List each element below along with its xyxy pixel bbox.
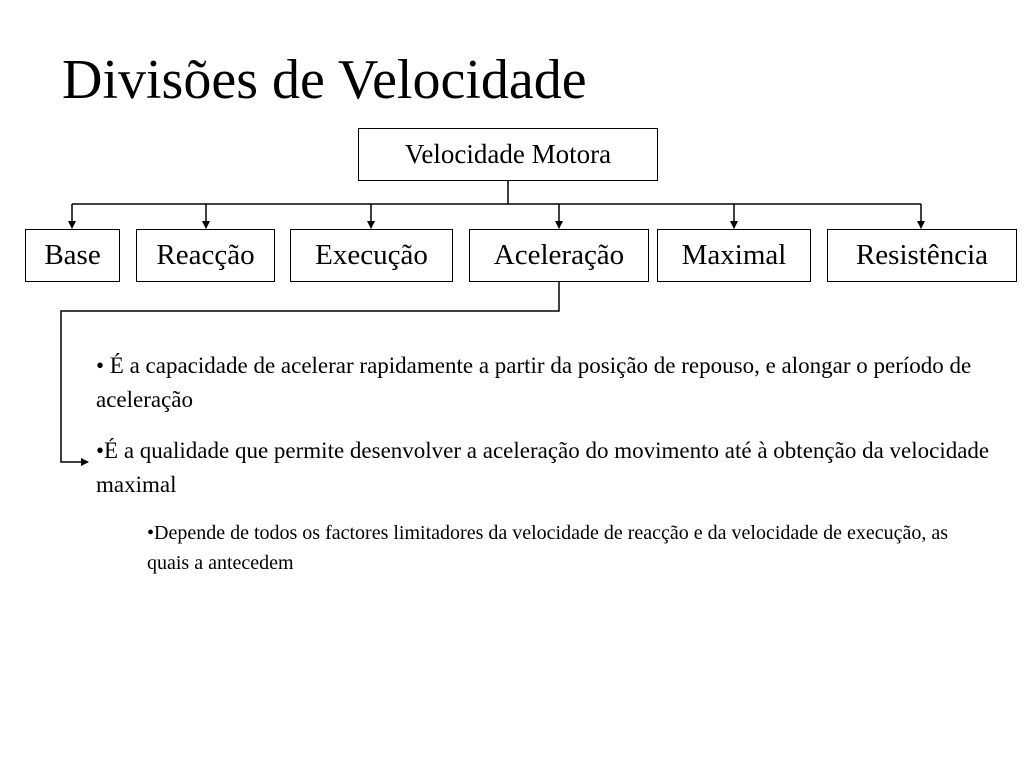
description-point-2: •É a qualidade que permite desenvolver a aceleração do movimento até à obtenção da velocidade maximal [96,438,990,497]
node-resistencia: Resistência [827,229,1017,282]
description-sub-point: •Depende de todos os factores limitadores da velocidade de reacção e da velocidade de execução, as quais a antecedem [147,522,949,574]
node-execucao: Execução [290,229,453,282]
node-maximal: Maximal [657,229,811,282]
node-base: Base [25,229,120,282]
node-velocidade-motora: Velocidade Motora [358,128,658,181]
description-point-1: • É a capacidade de acelerar rapidamente a partir da posição de repouso, e alongar o período de aceleração [96,353,972,412]
slide-title: Divisões de Velocidade [62,49,587,111]
node-aceleracao: Aceleração [469,229,649,282]
node-reaccao: Reacção [136,229,275,282]
